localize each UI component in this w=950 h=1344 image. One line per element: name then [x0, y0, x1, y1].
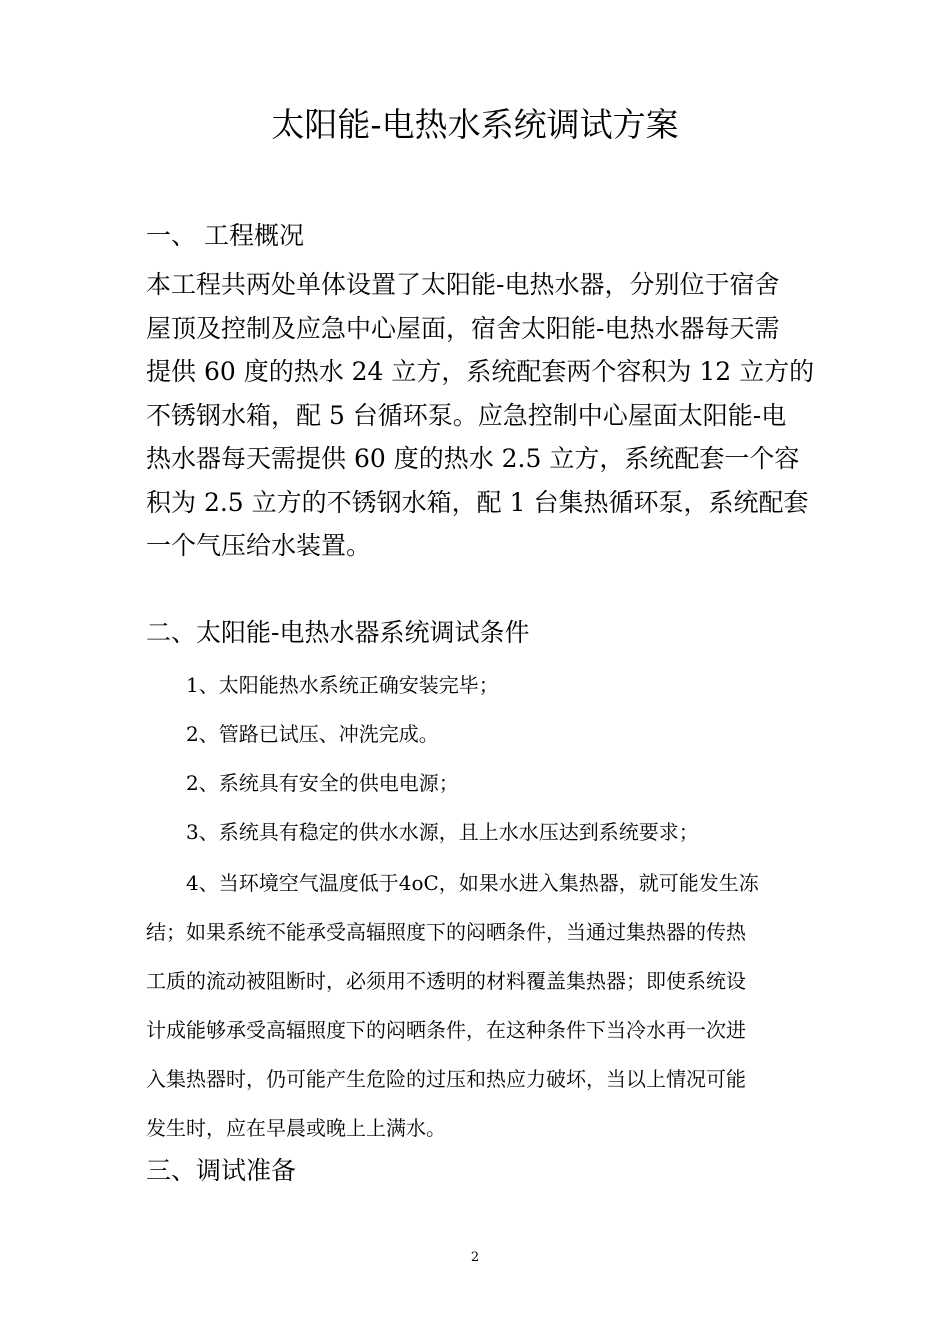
- section1-line: 热水器每天需提供 60 度的热水 2.5 立方，系统配套一个容: [146, 444, 800, 473]
- document-title: 太阳能-电热水系统调试方案: [271, 105, 679, 144]
- item4-line: 计成能够承受高辐照度下的闷晒条件，在这种条件下当冷水再一次进: [146, 1018, 746, 1042]
- item4-line: 发生时，应在早晨或晚上上满水。: [146, 1116, 446, 1140]
- item4-line: 4、当环境空气温度低于4oC，如果水进入集热器，就可能发生冻: [186, 871, 759, 895]
- section2-item: 2、系统具有安全的供电电源；: [186, 771, 459, 795]
- section2-heading: 二、太阳能-电热水器系统调试条件: [146, 618, 530, 647]
- section2-item: 2、管路已试压、冲洗完成。: [186, 722, 439, 746]
- section2-item4: [146, 859, 810, 1153]
- section1-body: [146, 263, 815, 568]
- page-number: 2: [470, 1250, 480, 1265]
- section3-heading: 三、调试准备: [146, 1156, 297, 1185]
- item4-line: 结；如果系统不能承受高辐照度下的闷晒条件，当通过集热器的传热: [146, 920, 746, 944]
- section2-item: 3、系统具有稳定的供水水源，且上水水压达到系统要求；: [186, 820, 699, 844]
- item4-line: 工质的流动被阻断时，必须用不透明的材料覆盖集热器；即使系统设: [146, 969, 746, 993]
- section1-heading: 一、 工程概况: [146, 221, 304, 250]
- section1-line: 本工程共两处单体设置了太阳能-电热水器，分别位于宿舍: [146, 270, 780, 299]
- section1-line: 积为 2.5 立方的不锈钢水箱，配 1 台集热循环泵，系统配套: [146, 487, 809, 517]
- section1-line: 提供 60 度的热水 24 立方，系统配套两个容积为 12 立方的: [146, 357, 815, 386]
- section1-line: 不锈钢水箱，配 5 台循环泵。应急控制中心屋面太阳能-电: [146, 400, 787, 430]
- section1-line: 一个气压给水装置。: [146, 531, 372, 560]
- section1-line: 屋顶及控制及应急中心屋面，宿舍太阳能-电热水器每天需: [146, 313, 780, 343]
- section2-item: 1、太阳能热水系统正确安装完毕；: [186, 673, 499, 697]
- item4-line: 入集热器时，仍可能产生危险的过压和热应力破坏，当以上情况可能: [146, 1067, 746, 1091]
